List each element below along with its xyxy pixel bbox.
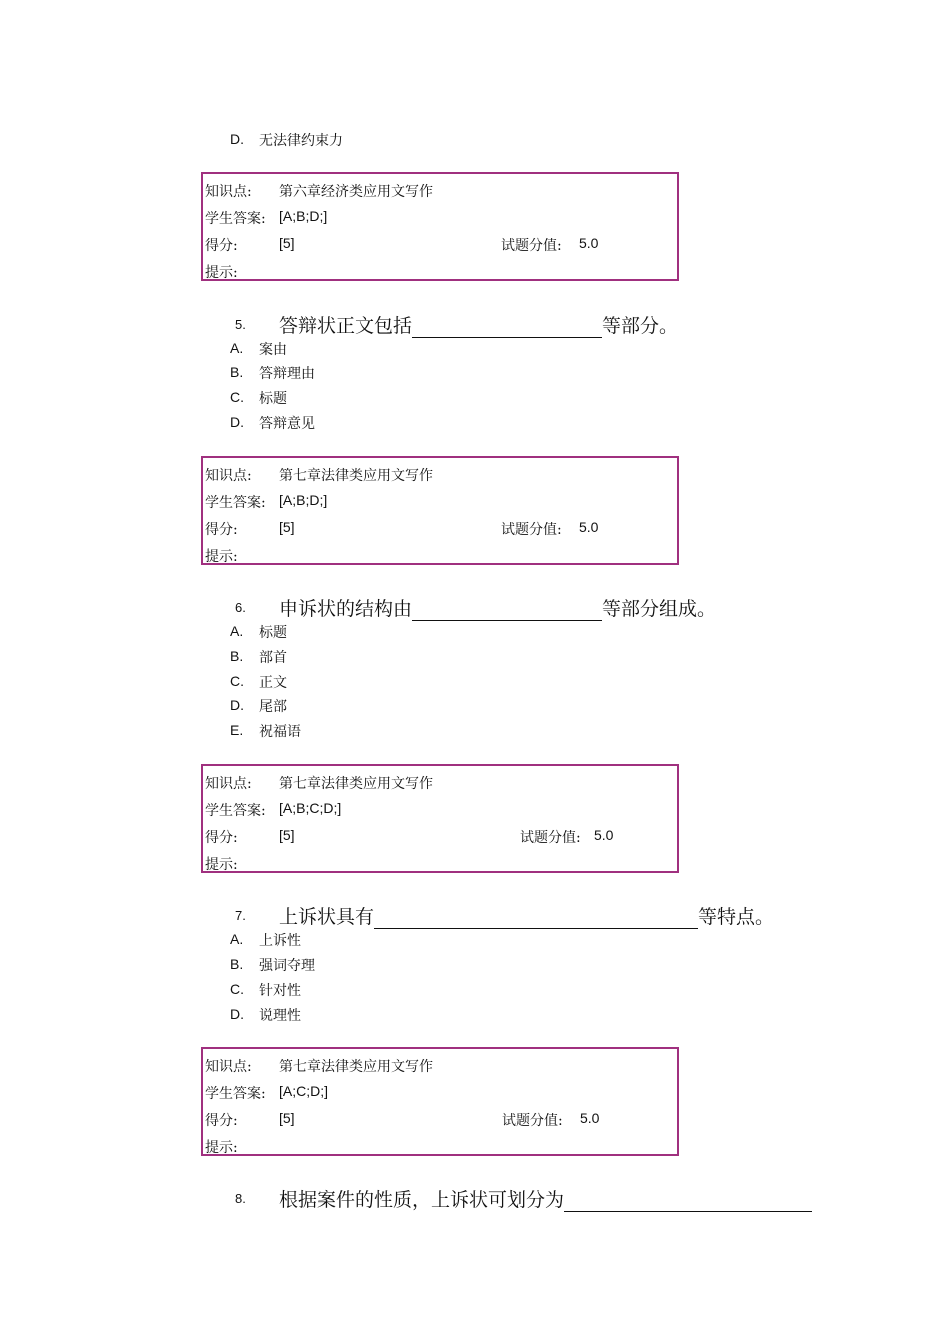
answer-value: [A;C;D;] (279, 1083, 329, 1099)
question-value-label: 试题分值: (502, 1113, 563, 1129)
question-number: 7. (235, 908, 246, 923)
question-value-label: 试题分值: (501, 522, 562, 538)
hint-label: 提示: (205, 549, 238, 565)
answer-value: [A;B;C;D;] (279, 800, 342, 816)
answer-info-box (201, 172, 679, 281)
question-value-label: 试题分值: (520, 830, 581, 846)
option-letter: D. (230, 414, 244, 430)
option-text: 标题 (259, 391, 287, 407)
option-text: 无法律约束力 (259, 133, 343, 149)
knowledge-value: 第六章经济类应用文写作 (279, 184, 433, 200)
score-value: [5] (279, 827, 295, 843)
option-text: 上诉性 (259, 933, 301, 949)
knowledge-value: 第七章法律类应用文写作 (279, 1059, 433, 1075)
knowledge-label: 知识点: (205, 184, 252, 200)
option-letter: D. (230, 1006, 244, 1022)
question-number: 6. (235, 600, 246, 615)
answer-label: 学生答案: (205, 803, 266, 819)
question-value: 5.0 (580, 1110, 600, 1126)
option-text: 答辩理由 (259, 366, 315, 382)
option-letter: C. (230, 673, 244, 689)
answer-info-box (201, 1047, 679, 1156)
question-number: 5. (235, 317, 246, 332)
question-value: 5.0 (579, 519, 599, 535)
score-label: 得分: (205, 238, 238, 254)
option-text: 尾部 (259, 699, 287, 715)
answer-label: 学生答案: (205, 495, 266, 511)
question-value: 5.0 (594, 827, 614, 843)
knowledge-label: 知识点: (205, 1059, 252, 1075)
option-letter: C. (230, 981, 244, 997)
option-text: 标题 (259, 625, 287, 641)
option-text: 说理性 (259, 1008, 301, 1024)
question-value: 5.0 (579, 235, 599, 251)
option-text: 强词夺理 (259, 958, 315, 974)
blank-line (412, 600, 602, 621)
option-letter: B. (230, 648, 244, 664)
option-letter: B. (230, 364, 244, 380)
option-letter: D. (230, 697, 244, 713)
option-letter: C. (230, 389, 244, 405)
question-stem: 申诉状的结构由 等部分组成。 (279, 598, 717, 620)
question-stem: 上诉状具有 等特点。 (279, 906, 775, 928)
option-text: 部首 (259, 650, 287, 666)
knowledge-label: 知识点: (205, 468, 252, 484)
answer-value: [A;B;D;] (279, 208, 328, 224)
question-value-label: 试题分值: (501, 238, 562, 254)
knowledge-value: 第七章法律类应用文写作 (279, 776, 433, 792)
blank-line (412, 317, 602, 338)
answer-label: 学生答案: (205, 1086, 266, 1102)
hint-label: 提示: (205, 857, 238, 873)
knowledge-label: 知识点: (205, 776, 252, 792)
blank-line (564, 1191, 812, 1212)
option-letter: A. (230, 931, 244, 947)
option-letter: D. (230, 131, 244, 147)
answer-label: 学生答案: (205, 211, 266, 227)
hint-label: 提示: (205, 1140, 238, 1156)
score-label: 得分: (205, 522, 238, 538)
option-text: 祝福语 (259, 724, 301, 740)
question-number: 8. (235, 1191, 246, 1206)
hint-label: 提示: (205, 265, 238, 281)
score-value: [5] (279, 1110, 295, 1126)
answer-info-box (201, 456, 679, 565)
option-letter: A. (230, 623, 244, 639)
option-text: 针对性 (259, 983, 301, 999)
option-letter: A. (230, 340, 244, 356)
answer-info-box (201, 764, 679, 873)
answer-value: [A;B;D;] (279, 492, 328, 508)
option-text: 案由 (259, 342, 287, 358)
score-label: 得分: (205, 830, 238, 846)
question-stem: 根据案件的性质，上诉状可划分为 (279, 1185, 812, 1212)
score-label: 得分: (205, 1113, 238, 1129)
blank-line (374, 908, 698, 929)
score-value: [5] (279, 519, 295, 535)
option-letter: E. (230, 722, 244, 738)
score-value: [5] (279, 235, 295, 251)
knowledge-value: 第七章法律类应用文写作 (279, 468, 433, 484)
question-stem: 答辩状正文包括 等部分。 (279, 315, 679, 337)
option-letter: B. (230, 956, 244, 972)
option-text: 答辩意见 (259, 416, 315, 432)
option-text: 正文 (259, 675, 287, 691)
